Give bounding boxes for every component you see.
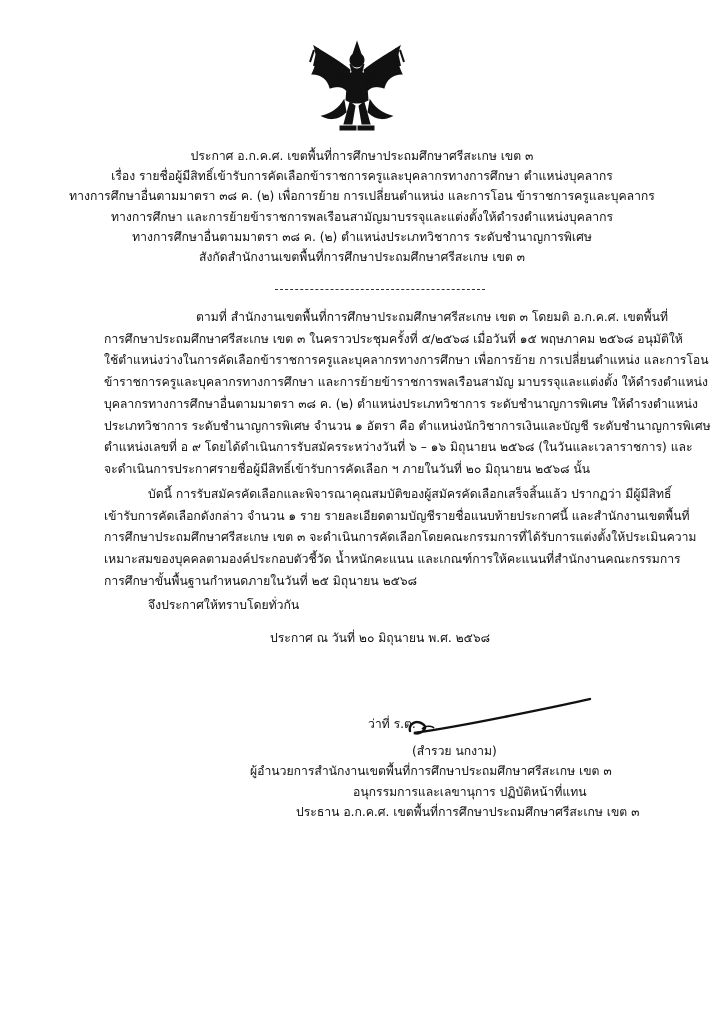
section-divider xyxy=(275,289,485,290)
handwritten-signature xyxy=(404,695,594,741)
body-paragraph-2 xyxy=(104,484,697,593)
paragraph-line: จะดำเนินการประกาศรายชื่อผู้มีสิทธิ์เข้ารับการคัดเลือก ฯ ภายในวันที่ ๒๐ มิถุนายน ๒๕๖๘ นั้น xyxy=(104,461,591,476)
heading-line: ทางการศึกษาอื่นตามมาตรา ๓๘ ค. (๒) เพื่อการย้าย การเปลี่ยนตำแหน่ง และการโอน ข้าราชการครูและบุคลากร xyxy=(69,189,655,204)
paragraph-line: ใช้ตำแหน่งว่างในการคัดเลือกข้าราชการครูและบุคลากรทางการศึกษา เพื่อการย้าย การเปลี่ยนตำแหน่ง และการโอน xyxy=(104,353,709,368)
heading-line: เรื่อง รายชื่อผู้มีสิทธิ์เข้ารับการคัดเลือกข้าราชการครูและบุคลากรทางการศึกษา ตำแหน่งบุคลากร xyxy=(111,169,613,184)
paragraph-line: จึงประกาศให้ทราบโดยทั่วกัน xyxy=(148,598,300,612)
paragraph-line: ประเภทวิชาการ ระดับชำนาญการพิเศษ จำนวน ๑ อัตรา คือ ตำแหน่งนักวิชาการเงินและบัญชี ระดับชำนาญการพิเศษ xyxy=(104,418,711,433)
signer-name: (สำรวย นกงาม) xyxy=(412,744,497,758)
paragraph-line: ตำแหน่งเลขที่ อ ๙ โดยได้ดำเนินการรับสมัครระหว่างวันที่ ๖ – ๑๖ มิถุนายน ๒๕๖๘ (ในวันและเวลาราชการ) และ xyxy=(104,440,693,455)
paragraph-line: เหมาะสมของบุคคลตามองค์ประกอบตัวชี้วัด น้ำหนักคะแนน และเกณฑ์การให้คะแนนที่สำนักงานคณะกรรมการ xyxy=(104,552,681,567)
heading-line: ทางการศึกษาอื่นตามมาตรา ๓๘ ค. (๒) ตำแหน่งประเภทวิชาการ ระดับชำนาญการพิเศษ xyxy=(132,229,592,244)
signer-title-line: อนุกรรมการและเลขานุการ ปฏิบัติหน้าที่แทน xyxy=(353,784,587,799)
body-paragraph-1 xyxy=(104,307,711,481)
announcement-date: ประกาศ ณ วันที่ ๒๐ มิถุนายน พ.ศ. ๒๕๖๘ xyxy=(270,631,490,645)
signer-title-line: ประธาน อ.ก.ค.ศ. เขตพื้นที่การศึกษาประถมศึกษาศรีสะเกษ เขต ๓ xyxy=(296,805,640,819)
heading-line: ประกาศ อ.ก.ค.ศ. เขตพื้นที่การศึกษาประถมศึกษาศรีสะเกษ เขต ๓ xyxy=(190,149,534,163)
announcement-heading xyxy=(60,146,664,267)
paragraph-line: บุคลากรทางการศึกษาอื่นตามมาตรา ๓๘ ค. (๒) ตำแหน่งประเภทวิชาการ ระดับชำนาญการพิเศษ ให้ดำรงตำแหน่ง xyxy=(104,396,698,411)
paragraph-line: เข้ารับการคัดเลือกดังกล่าว จำนวน ๑ ราย รายละเอียดตามบัญชีรายชื่อแนบท้ายประกาศนี้ และสำนักงานเขตพื้นที่ xyxy=(104,508,690,523)
heading-line: ทางการศึกษา และการย้ายข้าราชการพลเรือนสามัญมาบรรจุและแต่งตั้งให้ดำรงตำแหน่งบุคลากร xyxy=(111,209,613,224)
paragraph-line: ตามที่ สำนักงานเขตพื้นที่การศึกษาประถมศึกษาศรีสะเกษ เขต ๓ โดยมติ อ.ก.ค.ศ. เขตพื้นที่ xyxy=(196,310,669,324)
acting-rank-prefix: ว่าที่ ร.ต. xyxy=(368,717,416,731)
signer-title-line: ผู้อำนวยการสำนักงานเขตพื้นที่การศึกษาประถมศึกษาศรีสะเกษ เขต ๓ xyxy=(250,764,612,778)
body-paragraph-3 xyxy=(104,595,664,617)
paragraph-line: บัดนี้ การรับสมัครคัดเลือกและพิจารณาคุณสมบัติของผู้สมัครคัดเลือกเสร็จสิ้นแล้ว ปรากฏว่า มีผู้มีสิทธิ์ xyxy=(148,487,672,501)
garuda-emblem-icon xyxy=(308,40,406,132)
heading-line: สังกัดสำนักงานเขตพื้นที่การศึกษาประถมศึกษาศรีสะเกษ เขต ๓ xyxy=(199,250,525,265)
paragraph-line: การศึกษาประถมศึกษาศรีสะเกษ เขต ๓ จะดำเนินการคัดเลือกโดยคณะกรรมการที่ได้รับการแต่งตั้งให้ประเมินความ xyxy=(104,530,697,545)
paragraph-line: ข้าราชการครูและบุคลากรทางการศึกษา และการย้ายข้าราชการพลเรือนสามัญ มาบรรจุและแต่งตั้ง ให้ดำรงตำแหน่ง xyxy=(104,375,708,390)
signer-title-block xyxy=(250,761,680,823)
paragraph-line: การศึกษาประถมศึกษาศรีสะเกษ เขต ๓ ในคราวประชุมครั้งที่ ๕/๒๕๖๘ เมื่อวันที่ ๑๕ พฤษภาคม ๒๕๖๘ อนุมัติให้ xyxy=(104,331,683,346)
paragraph-line: การศึกษาขั้นพื้นฐานกำหนดภายในวันที่ ๒๕ มิถุนายน ๒๕๖๘ xyxy=(104,573,418,588)
